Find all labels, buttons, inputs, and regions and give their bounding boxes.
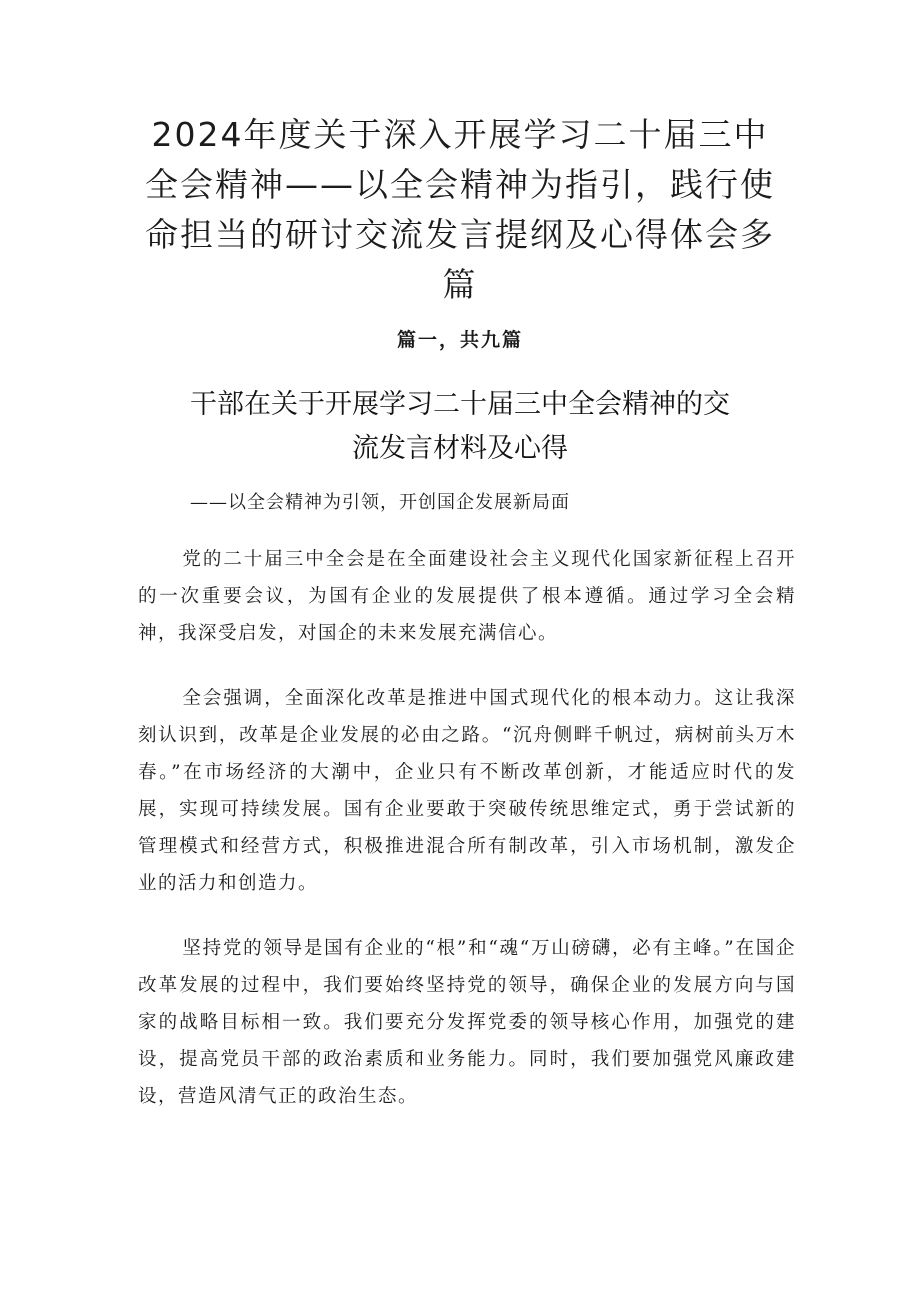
body-paragraph: 党的二十届三中全会是在全面建设社会主义现代化国家新征程上召开的一次重要会议，为国有企业的发展提供了根本遵循。通过学习全会精神，我深受启发，对国企的未来发展充满信心。 <box>138 549 796 644</box>
body-paragraph: 全会强调，全面深化改革是推进中国式现代化的根本动力。这让我深刻认识到，改革是企业发展的必由之路。“沉舟侧畔千帆过，病树前头万木春。”在市场经济的大潮中，企业只有不断改革创新，才能适应时代的发展，实现可持续发展。国有企业要敢于突破传统思维定式，勇于尝试新的管理模式和经营方式，积极推进混合所有制改革，引入市场机制，激发企业的活力和创造力。 <box>138 688 796 894</box>
section-label: 篇一，共九篇 <box>396 329 523 351</box>
article-body <box>138 541 796 1143</box>
body-paragraph: 坚持党的领导是国有企业的“根”和“魂“万山磅礴，必有主峰。”在国企改革发展的过程中，我们要始终坚持党的领导，确保企业的发展方向与国家的战略目标相一致。我们要充分发挥党委的领导核心作用，加强党的建设，提高党员干部的政治素质和业务能力。同时，我们要加强党风廉政建设，营造风清气正的政治生态。 <box>138 938 796 1107</box>
article-title: 干部在关于开展学习二十届三中全会精神的交流发言材料及心得 <box>190 389 730 464</box>
article-subtitle: ——以全会精神为引领，开创国企发展新局面 <box>190 492 570 513</box>
document-title: 2024年度关于深入开展学习二十届三中全会精神——以全会精神为指引，践行使命担当的研讨交流发言提纲及心得体会多篇 <box>145 115 775 304</box>
